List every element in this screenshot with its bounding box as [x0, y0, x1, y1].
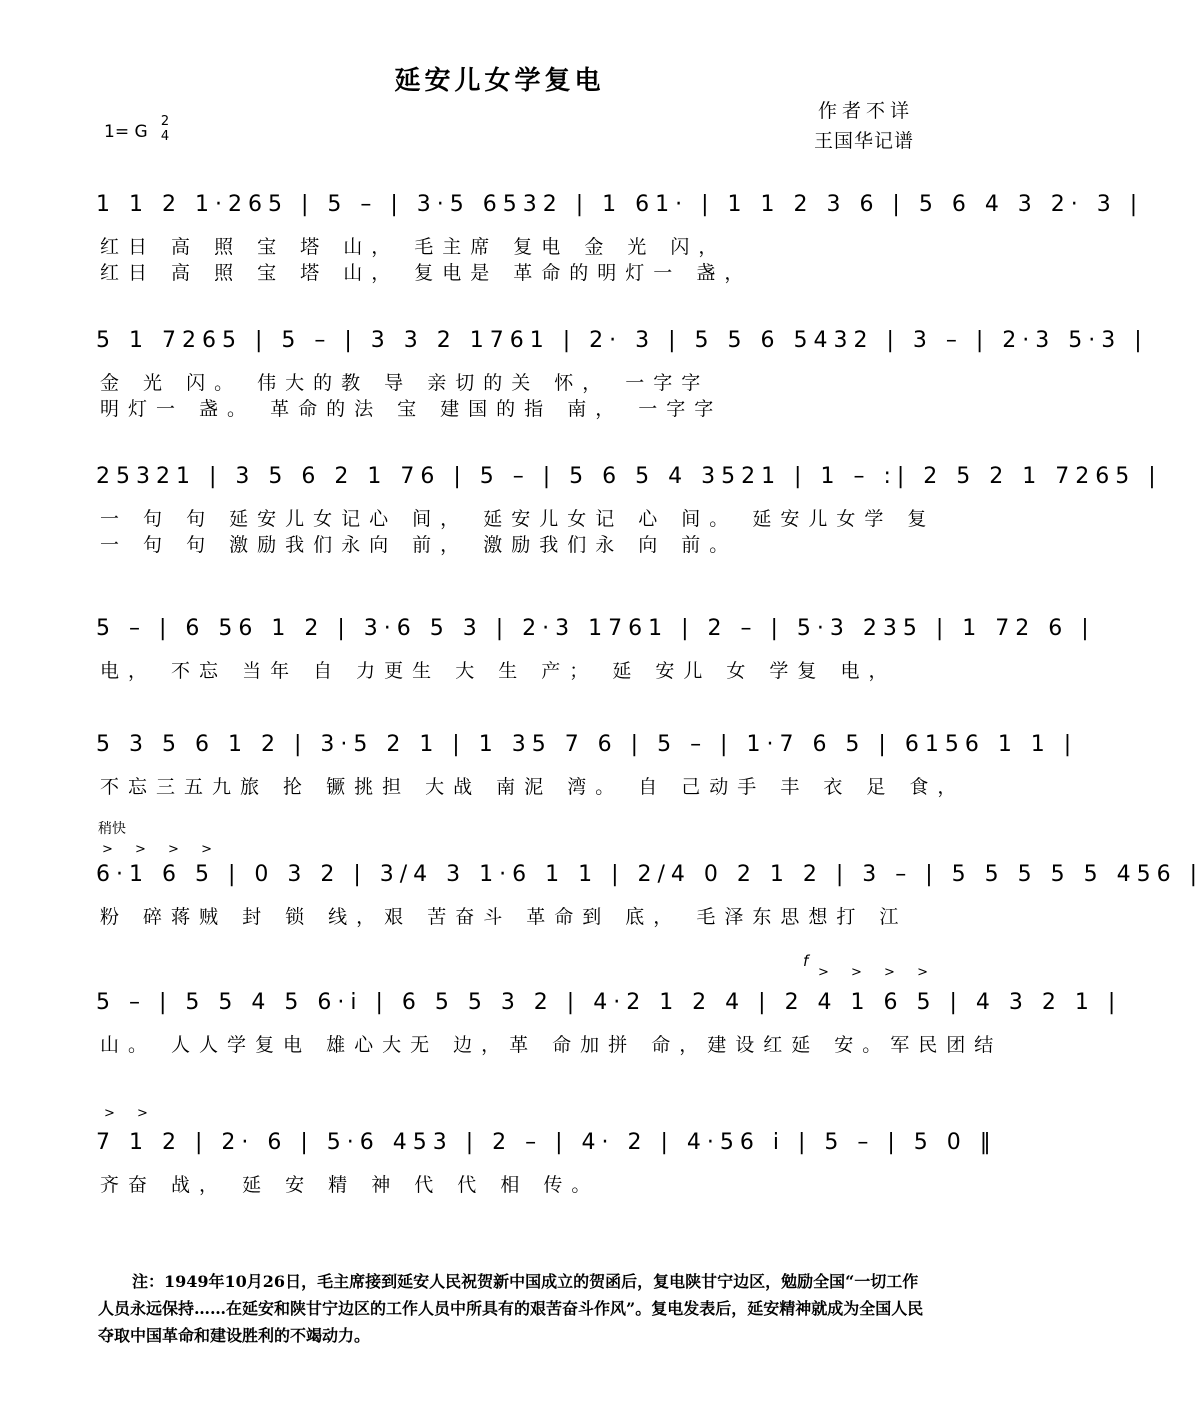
accent-marks: > >	[104, 1106, 157, 1121]
lyric-line: 山。 人人学复电 雄心大无 边，革 命加拼 命，建设红延 安。军民团结	[100, 1034, 1003, 1056]
notation-line: 5 – | 6 56 1 2 | 3·6 5 3 | 2·3 1761 | 2 – | 5·3 235 | 1 72 6 |	[96, 616, 1095, 641]
lyric-line: 红日 高 照 宝 塔 山， 毛主席 复电 金 光 闪，	[100, 236, 727, 258]
transcriber-credit: 王国华记谱	[813, 130, 914, 152]
lyric-line: 齐奋 战， 延 安 精 神 代 代 相 传。	[100, 1174, 600, 1196]
tempo-mark: 稍快	[98, 821, 126, 837]
lyric-line: 不忘三五九旅 抡 镢挑担 大战 南泥 湾。 自 己动手 丰 衣 足 食，	[100, 776, 966, 798]
notation-line: 5 3 5 6 1 2 | 3·5 2 1 | 1 35 7 6 | 5 – | 1·7 6 5 | 6156 1 1 |	[96, 732, 1078, 757]
lyric-line: 粉 碎蒋贼 封 锁 线，艰 苦奋斗 革命到 底， 毛泽东思想打 江	[100, 906, 908, 928]
notation-line: 5 1 7265 | 5 – | 3 3 2 1761 | 2· 3 | 5 5 6 5432 | 3 – | 2·3 5·3 |	[96, 328, 1148, 353]
key-signature: 1= G	[104, 122, 148, 142]
author-credit: 作者不详	[817, 100, 914, 122]
lyric-line: 一 句 句 延安儿女记心 间， 延安儿女记 心 间。 延安儿女学 复	[100, 508, 936, 530]
time-signature-bottom: 4	[160, 129, 170, 144]
notation-line: 25321 | 3 5 6 2 1 76 | 5 – | 5 6 5 4 3521 | 1 – :| 2 5 2 1 7265 |	[96, 464, 1162, 489]
lyric-line: 金 光 闪。 伟大的教 导 亲切的关 怀， 一字字	[100, 372, 710, 394]
accent-marks: > > > >	[102, 842, 221, 857]
lyric-line: 红日 高 照 宝 塔 山， 复电是 革命的明灯一 盏，	[100, 262, 753, 284]
footnote: 注：1949年10月26日，毛主席接到延安人民祝贺新中国成立的贺函后，复电陕甘宁边区，勉励全国“一切工作人员永远保持……在延安和陕甘宁边区的工作人员中所具有的艰苦奋斗作风”。复电发表后，延安精神就成为全国人民夺取中国革命和建设胜利的不竭动力。	[98, 1272, 924, 1345]
song-title: 延安儿女学复电	[394, 66, 605, 96]
notation-line: 1 1 2 1·265 | 5 – | 3·5 6532 | 1 61· | 1 1 2 3 6 | 5 6 4 3 2· 3 |	[96, 192, 1144, 217]
lyric-line: 明灯一 盏。 革命的法 宝 建国的指 南， 一字字	[100, 398, 723, 420]
accent-marks: > > > >	[818, 965, 937, 980]
time-signature	[159, 114, 171, 144]
dynamic-mark: f	[803, 952, 809, 970]
lyric-line: 一 句 句 激励我们永向 前， 激励我们永 向 前。	[100, 534, 738, 556]
notation-line: 7 1 2 | 2· 6 | 5·6 453 | 2 – | 4· 2 | 4·56 i | 5 – | 5 0 ‖	[96, 1130, 997, 1155]
time-signature-top: 2	[160, 114, 170, 129]
lyric-line: 电， 不忘 当年 自 力更生 大 生 产； 延 安儿 女 学复 电，	[100, 660, 897, 682]
notation-line: 6·1 6 5 | 0 3 2 | 3/4 3 1·6 1 1 | 2/4 0 2 1 2 | 3 – | 5 5 5 5 5 456 |	[96, 862, 1203, 887]
notation-line: 5 – | 5 5 4 5 6·i | 6 5 5 3 2 | 4·2 1 2 4 | 2 4 1 6 5 | 4 3 2 1 |	[96, 990, 1122, 1015]
